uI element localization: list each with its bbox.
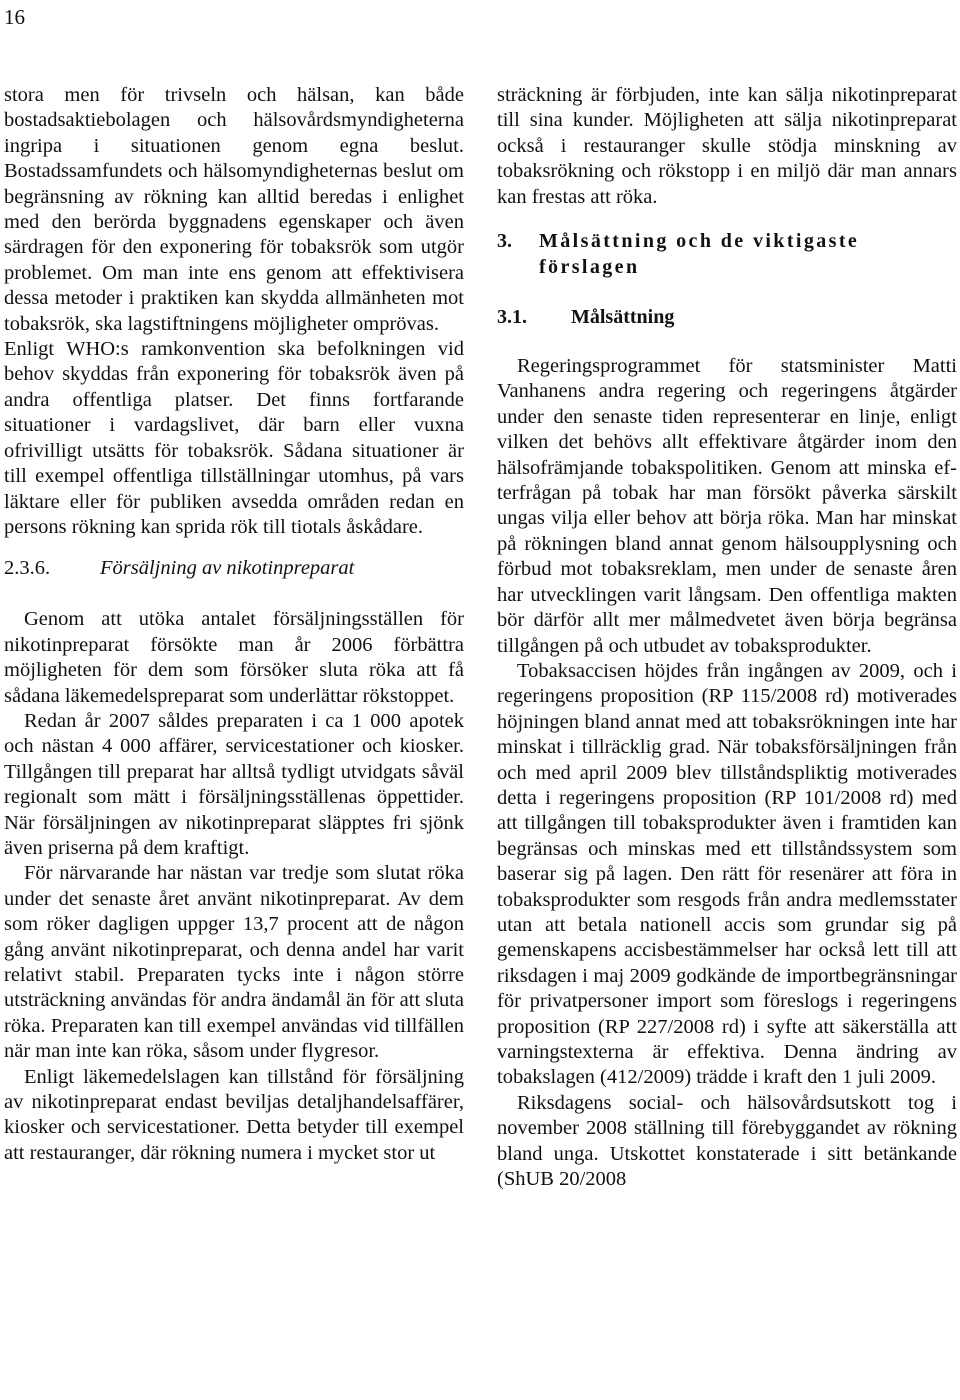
paragraph: Genom att utöka antalet försäljningsställen för nikotinpreparat försökte man år 2006 förbättra möjligheten för dem som försöker sluta röka att få sådana läkemedelspreparat som underlättar rökstoppet. xyxy=(4,608,464,707)
paragraph: Riksdagens social- och hälsovårdsutskott tog i november 2008 ställning till förebyggandet av rökning bland unga. Utskottet konstaterade i sitt betänkande (ShUB 20/2008 xyxy=(497,1091,957,1191)
chapter-number: 3. xyxy=(497,230,512,253)
paragraph: Regeringsprogrammet för statsminister Matti Vanhanens andra regering och regeringens åtgärder under den senaste tiden representerar en linje, enligt vilken det behövs allt effektivare åtgärder inom den hälsofrämjande tobakspolitiken. Genom att minska efterfrågan på tobak har man försökt påverka särskilt ungas vilja eller behov att börja röka. Man har minskat på rökningen bland annat genom hälsoupplysning och förbud mot tobaksreklam, men under de senaste åren har utvecklingen varit långsam. Den offentliga makten bör därför allt mer målmedvetet även börja begränsa tillgången på och utbudet av tobaksprodukter. xyxy=(497,355,957,657)
paragraph: sträckning är förbjuden, inte kan sälja nikotinpreparat till sina kunder. Möjligheten att sälja nikotinpreparat också i restauranger skulle stödja minskning av tobaksrökning och rökstopp i en miljö där man annars kan frestas att röka. xyxy=(497,84,957,208)
section-title: Målsättning xyxy=(571,306,675,329)
section-heading-3-1 xyxy=(497,304,957,330)
paragraph: stora men för trivseln och hälsan, kan både bostadsaktiebolagen och hälsovårdsmyndigheterna ingripa i situationen genom egna beslut. Bostadssamfundets och hälsomyndigheternas beslut om begränsning av rökning kan alltid beredas i enlighet med den berörda byggnadens egenskaper och även särdragen för den exponering för tobaksrök som utgör problemet. Om man inte ens genom att effektivisera dessa metoder i praktiken kan skydda allmänheten mot tobaksrök, ska lagstiftningens möjligheter omprövas. xyxy=(4,84,464,335)
paragraph: För närvarande har nästan var tredje som slutat röka under det senaste året använt nikotinpreparat. Av dem som röker dagligen uppger 13,7 procent att de någon gång använt nikotinpreparat, och denna andel har varit relativt stabil. Preparaten tycks inte i någon större utsträckning användas för andra ändamål än för att sluta röka. Preparaten kan till exempel användas vid tillfällen när man inte kan röka, såsom under flygresor. xyxy=(4,862,464,1063)
chapter-title: Målsättning och de viktigaste förslagen xyxy=(539,230,860,279)
section-number: 2.3.6. xyxy=(4,557,51,580)
section-heading-2-3-6 xyxy=(4,556,464,581)
section-number: 3.1. xyxy=(497,306,527,329)
right-column xyxy=(497,83,957,1192)
paragraph: Tobaksaccisen höjdes från ingången av 2009, och i regeringens proposition (RP 115/2008 rd) motiverades höjningen bland annat med att tobaksrökningen inte har minskat i tillräcklig grad. När tobaksförsäljningen från och med april 2009 blev tillståndspliktig motiverades detta i regeringens proposition (RP 101/2008 rd) med att tillgången till tobaksprodukter även i framtiden kan begränsas och minskas med ett tillståndssystem som baserar sig på lagen. Den rätt för resenärer att föra in tobaksprodukter som resgods från andra medlemsstater utan att betala nationell accis som grundar sig på gemenskapens accisbestämmelser har också lett till att riksdagen i maj 2009 godkände de importbegränsningar för privatpersoner import som föreslogs i regeringens proposition (RP 227/2008 rd) i syfte att säkerställa att varningstexterna är effektiva. Denna ändring av tobakslagen (412/2009) trädde i kraft den 1 juli 2009. xyxy=(497,659,957,1089)
chapter-heading-3 xyxy=(497,228,957,280)
left-column xyxy=(4,83,464,1166)
page-number: 16 xyxy=(4,5,25,29)
paragraph: Enligt WHO:s ramkonvention ska befolkningen vid behov skyddas från exponering för tobaksrök även på andra offentliga platser. Det finns fortfarande situationer i vardagslivet, där barn eller vuxna ofrivilligt utsätts för tobaksrök. Sådana situationer är till exempel offentliga tillställningar utomhus, på vars läktare eller för publiken avsedda områden redan en persons rökning kan sprida rök till tiotals åskådare. xyxy=(4,338,464,538)
paragraph: Enligt läkemedelslagen kan tillstånd för försäljning av nikotinpreparat endast beviljas detaljhandelsaffärer, kiosker och servicestationer. Detta betyder till exempel att restauranger, där rökning numera i mycket stor ut xyxy=(4,1065,464,1164)
section-title: Försäljning av nikotinpreparat xyxy=(100,557,355,580)
paragraph: Redan år 2007 såldes preparaten i ca 1 000 apotek och nästan 4 000 affärer, servicestationer och kiosker. Tillgången till preparat har alltså tydligt utvidgats såväl regionalt som mätt i försäljningsställenas öppettider. När försäljningen av nikotinpreparat släpptes fri sjönk även priserna på dem kraftigt. xyxy=(4,709,464,859)
